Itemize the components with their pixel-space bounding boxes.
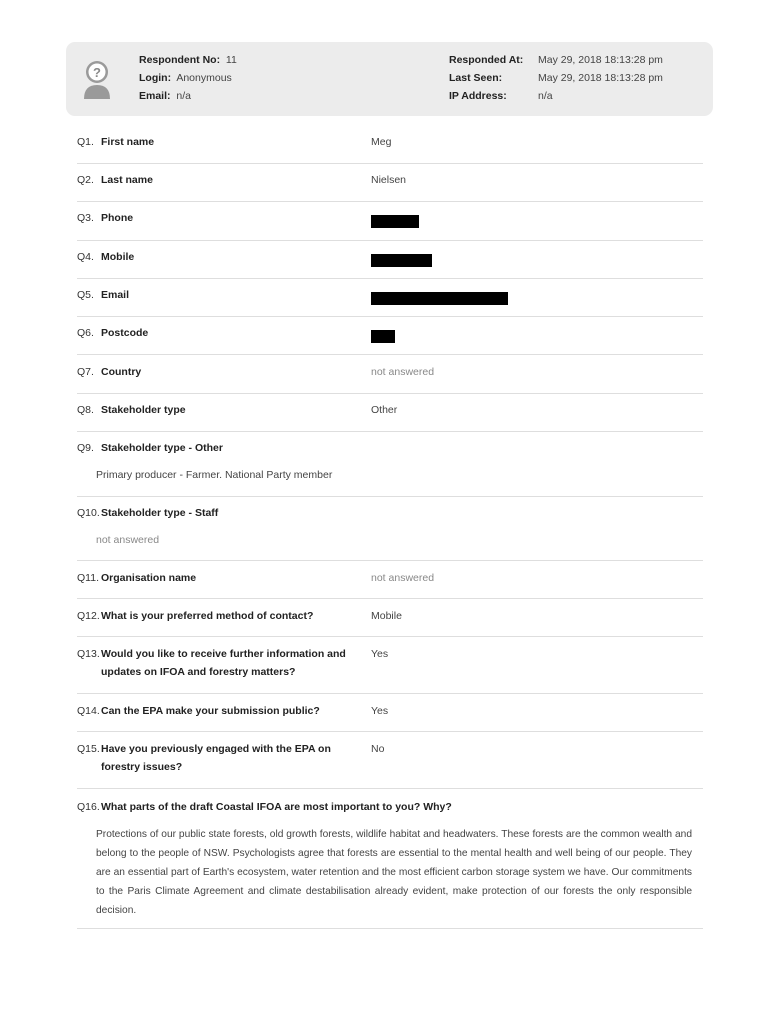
question-number: Q14. (77, 705, 100, 717)
question-row (77, 507, 703, 561)
question-row (77, 442, 703, 497)
question-text: First name (101, 136, 155, 148)
question-row (77, 801, 703, 929)
question-number: Q10. (77, 507, 100, 519)
svg-text:?: ? (93, 65, 101, 80)
last-seen-label: Last Seen: (449, 72, 503, 84)
question-row (77, 572, 703, 599)
question-number: Q16. (77, 801, 100, 813)
question-text: Country (101, 366, 142, 378)
responded-at-label: Responded At: (449, 54, 524, 66)
question-text: Mobile (101, 251, 135, 263)
responded-at (449, 54, 523, 66)
question-number: Q8. (77, 404, 94, 416)
ip-address-label: IP Address: (449, 90, 507, 102)
responded-at-value: May 29, 2018 18:13:28 pm (538, 54, 663, 66)
question-number: Q7. (77, 366, 94, 378)
redacted-answer (371, 330, 395, 343)
answer-text: Other (371, 404, 398, 416)
question-text: Stakeholder type (101, 404, 186, 416)
login-label: Login: (139, 72, 172, 84)
question-text: Would you like to receive further information and updates on IFOA and forestry matters? (101, 648, 346, 678)
respondent-header (66, 42, 713, 116)
answer-text: Nielsen (371, 174, 407, 186)
question-text: Stakeholder type - Staff (101, 507, 219, 519)
question-text: Have you previously engaged with the EPA on forestry issues? (101, 743, 331, 773)
question-text: Last name (101, 174, 153, 186)
question-text: What parts of the draft Coastal IFOA are most important to you? Why? (101, 801, 452, 813)
question-number: Q13. (77, 648, 100, 660)
question-number: Q6. (77, 327, 94, 339)
answer-text: not answered (96, 534, 160, 546)
redacted-answer (371, 292, 508, 305)
answer-text: Yes (371, 648, 389, 660)
question-row (77, 705, 703, 732)
answer-text: Primary producer - Farmer. National Party member (96, 469, 333, 481)
question-number: Q12. (77, 610, 100, 622)
question-row (77, 136, 703, 164)
question-row (77, 327, 703, 355)
user-avatar-icon (80, 58, 114, 100)
question-row (77, 212, 703, 241)
last-seen (449, 72, 502, 84)
question-number: Q15. (77, 743, 100, 755)
question-number: Q11. (77, 572, 99, 584)
question-text: Organisation name (101, 572, 197, 584)
question-text: Email (101, 289, 130, 301)
login-value: Anonymous (176, 72, 232, 84)
question-text: What is your preferred method of contact? (101, 610, 314, 622)
redacted-answer (371, 215, 419, 228)
ip-address (449, 90, 507, 102)
question-text: Can the EPA make your submission public? (101, 705, 320, 717)
question-text: Postcode (101, 327, 149, 339)
respondent-no-label: Respondent No: (139, 54, 221, 66)
question-number: Q2. (77, 174, 94, 186)
email-label: Email: (139, 90, 171, 102)
question-number: Q3. (77, 212, 94, 224)
question-row (77, 610, 703, 637)
login (139, 72, 232, 84)
question-number: Q5. (77, 289, 94, 301)
email (139, 90, 191, 102)
question-row (77, 404, 703, 432)
answer-text: not answered (371, 572, 435, 584)
email-value: n/a (176, 90, 191, 102)
question-row (77, 648, 703, 694)
answer-text: Mobile (371, 610, 402, 622)
question-row (77, 174, 703, 202)
question-row (77, 289, 703, 317)
redacted-answer (371, 254, 432, 267)
question-row (77, 251, 703, 279)
last-seen-value: May 29, 2018 18:13:28 pm (538, 72, 663, 84)
question-text: Stakeholder type - Other (101, 442, 223, 454)
answer-text: No (371, 743, 385, 755)
question-row (77, 366, 703, 394)
ip-address-value: n/a (538, 90, 553, 102)
question-number: Q9. (77, 442, 94, 454)
question-number: Q1. (77, 136, 94, 148)
answer-text: Protections of our public state forests, old growth forests, wildlife habitat and headwaters. These forests are the common wealth and belong to the people of NSW. Psychologists agree that forests are essential to the mental health and well being of our people. They are an essential part of Earth's ecosystem, water retention and the most efficient carbon storage system we have. Our commitments to the Paris Climate Agreement and climate destabilisation already evident, make protection of our forests the only responsible decision. (96, 829, 692, 916)
respondent-no (139, 54, 237, 66)
question-row (77, 743, 703, 789)
question-text: Phone (101, 212, 134, 224)
question-number: Q4. (77, 251, 94, 263)
answer-text: Yes (371, 705, 389, 717)
answer-text: Meg (371, 136, 392, 148)
respondent-no-value: 11 (225, 54, 237, 66)
answer-text: not answered (371, 366, 435, 378)
